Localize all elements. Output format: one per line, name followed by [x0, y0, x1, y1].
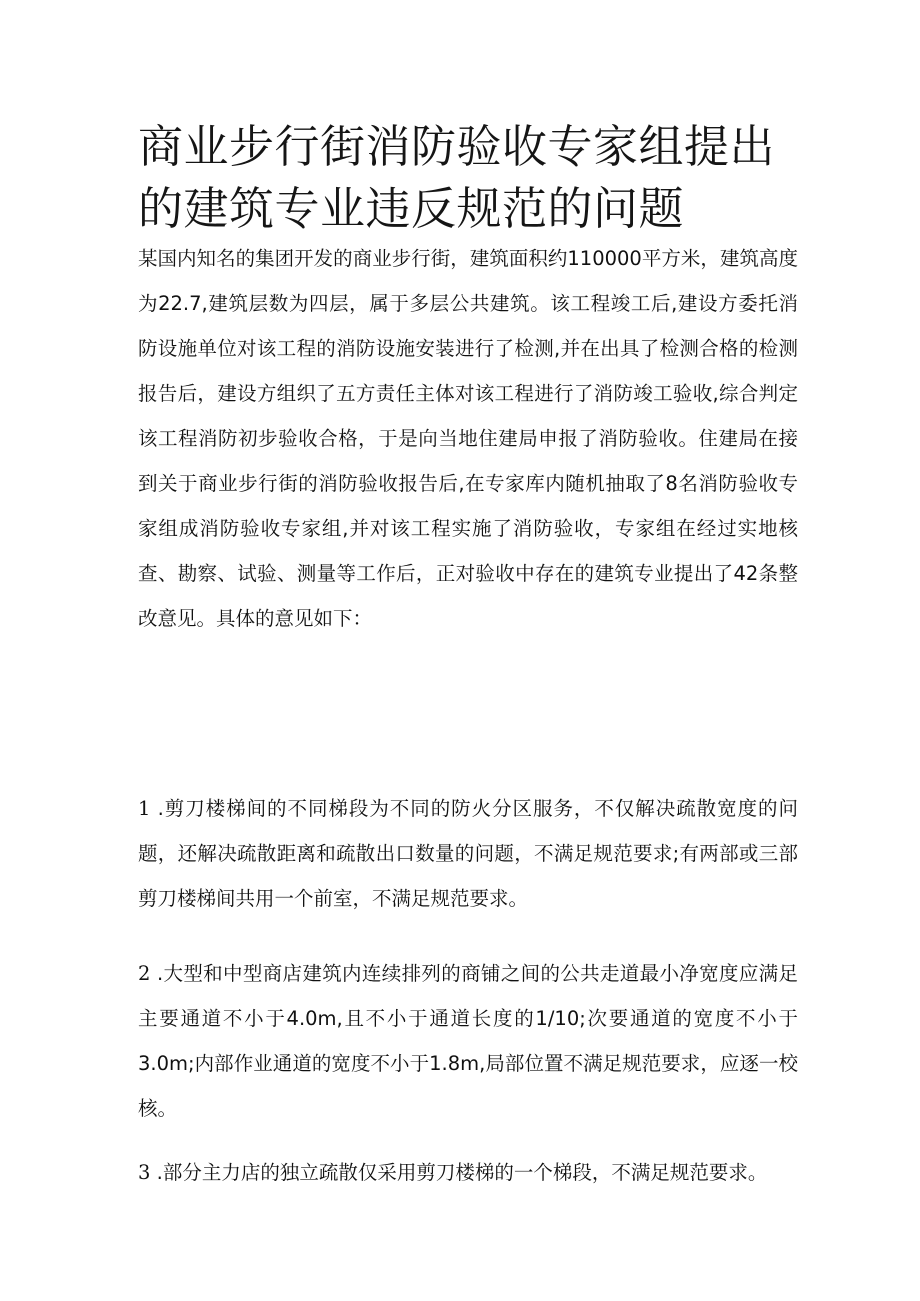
intro-paragraph: 某国内知名的集团开发的商业步行街，建筑面积约110000平方米，建筑高度为22.7,建筑层数为四层，属于多层公共建筑。该工程竣工后,建设方委托消防设施单位对该工程的消防设施安装进行了检测,并在出具了检测合格的检测报告后，建设方组织了五方责任主体对该工程进行了消防竣工验收,综合判定该工程消防初步验收合格，于是向当地住建局申报了消防验收。住建局在接到关于商业步行街的消防验收报告后,在专家库内随机抽取了8名消防验收专家组成消防验收专家组,并对该工程实施了消防验收，专家组在经过实地核查、勘察、试验、测量等工作后，正对验收中存在的建筑专业提出了42条整改意见。具体的意见如下：	[138, 247, 798, 630]
list-item-number: 1	[138, 797, 151, 820]
list-item	[138, 951, 798, 1131]
list-item-number: 2	[138, 962, 151, 985]
list-item-text: .剪刀楼梯间的不同梯段为不同的防火分区服务，不仅解决疏散宽度的问题，还解决疏散距离和疏散出口数量的问题，不满足规范要求;有两部或三部剪刀楼梯间共用一个前室，不满足规范要求。	[138, 797, 799, 910]
list-item-text: .部分主力店的独立疏散仅采用剪刀楼梯的一个梯段，不满足规范要求。	[156, 1161, 768, 1184]
document-title: 商业步行街消防验收专家组提出的建筑专业违反规范的问题	[138, 120, 776, 235]
list-item	[138, 1150, 798, 1195]
list-item-number: 3	[138, 1161, 151, 1184]
list-item	[138, 786, 798, 921]
list-item-text: .大型和中型商店建筑内连续排列的商铺之间的公共走道最小净宽度应满足主要通道不小于4.0m,且不小于通道长度的1/10;次要通道的宽度不小于3.0m;内部作业通道的宽度不小于1.8m,局部位置不满足规范要求，应逐一校核。	[138, 962, 799, 1120]
